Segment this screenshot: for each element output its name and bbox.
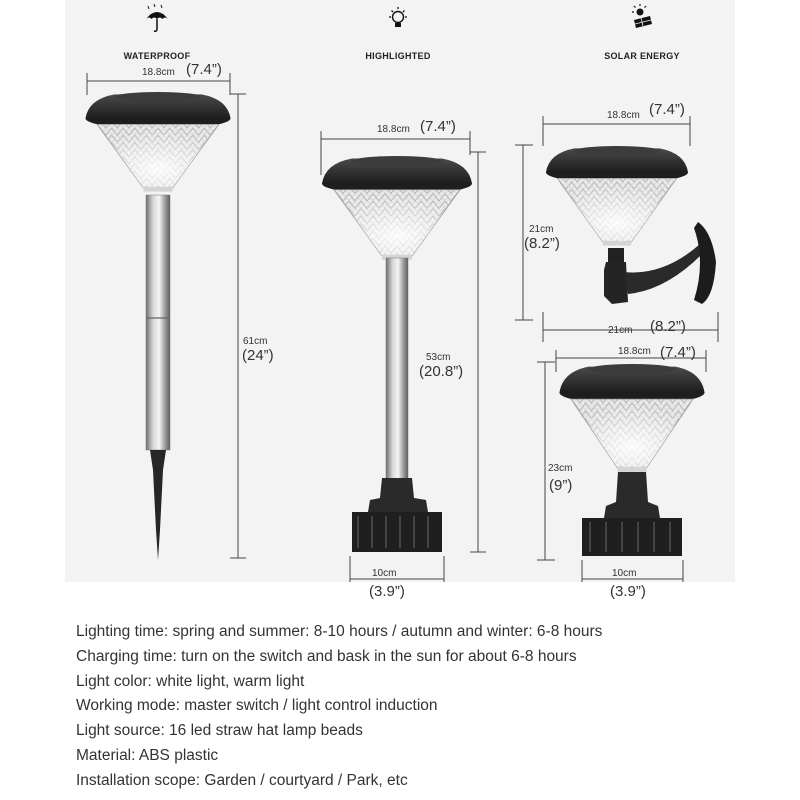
- wall-lamp-height-cm: 21cm: [529, 224, 554, 235]
- spec-light-color: Light color: white light, warm light: [76, 672, 305, 690]
- highlighted-label: HIGHLIGHTED: [365, 51, 431, 61]
- post-lamp-base: [582, 518, 682, 556]
- base-lamp-height-cm: 53cm: [426, 352, 451, 363]
- post-lamp-height-cm: 23cm: [548, 463, 573, 474]
- wall-lamp-height-in: (8.2”): [524, 235, 560, 252]
- spec-working-mode: Working mode: master switch / light control induction: [76, 697, 438, 715]
- spec-light-source: Light source: 16 led straw hat lamp beads: [76, 722, 363, 740]
- wall-lamp-width-in: (7.4”): [649, 101, 685, 118]
- base-lamp-base-width-cm: 10cm: [372, 568, 397, 579]
- post-lamp-height-in: (9”): [549, 477, 573, 494]
- solar-energy-label: SOLAR ENERGY: [604, 51, 680, 61]
- stake-lamp-width-in: (7.4”): [186, 61, 222, 78]
- stake-lamp-width-cm: 18.8cm: [142, 67, 175, 78]
- base-lamp-pole: [386, 258, 408, 480]
- post-lamp-width-in: (7.4”): [660, 344, 696, 361]
- base-lamp-width-cm: 18.8cm: [377, 124, 410, 135]
- spec-material: Material: ABS plastic: [76, 746, 219, 764]
- spec-lighting-time: Lighting time: spring and summer: 8-10 hours / autumn and winter: 6-8 hours: [76, 623, 603, 640]
- wall-lamp-depth-in: (8.2”): [650, 318, 686, 335]
- spec-list: [76, 620, 602, 794]
- wall-lamp-depth-cm: 21cm: [608, 325, 633, 336]
- waterproof-label: WATERPROOF: [123, 51, 191, 61]
- post-lamp-width-cm: 18.8cm: [618, 346, 651, 357]
- base-lamp-width-in: (7.4”): [420, 118, 456, 135]
- wall-lamp-width-cm: 18.8cm: [607, 110, 640, 121]
- stake-lamp-height-in: (24”): [242, 347, 274, 364]
- post-lamp-base-width-cm: 10cm: [612, 568, 637, 579]
- spec-charging-time: Charging time: turn on the switch and bask in the sun for about 6-8 hours: [76, 647, 577, 665]
- spec-installation-scope: Installation scope: Garden / courtyard / Park, etc: [76, 771, 408, 789]
- base-lamp-height-in: (20.8”): [419, 363, 464, 380]
- stake-lamp-height-cm: 61cm: [243, 336, 268, 347]
- post-lamp-base-width-in: (3.9”): [610, 583, 646, 600]
- stake-lamp-pole: [146, 195, 170, 450]
- base-lamp-base-width-in: (3.9”): [369, 583, 405, 600]
